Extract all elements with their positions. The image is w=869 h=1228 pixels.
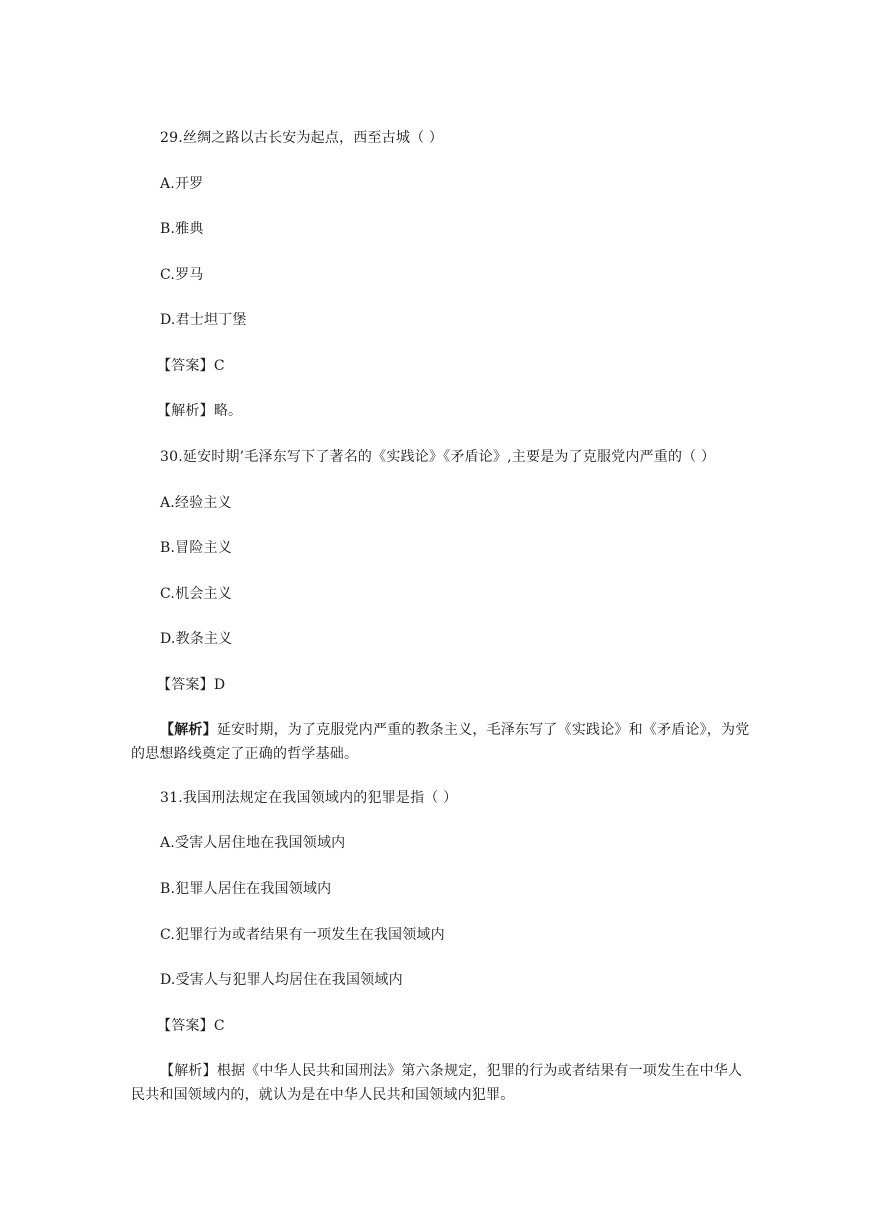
answer-value: C: [213, 1018, 225, 1034]
question-31-option-d: D.受害人与犯罪人均居住在我国领域内: [160, 972, 403, 988]
answer-label: 【答案】: [157, 1018, 214, 1034]
analysis-text: 略。: [213, 403, 243, 419]
analysis-text: 延安时期，为了克服党内严重的教条主义，毛泽东写了《实践论》和《矛盾论》，为党的思想路线奠定了正确的哲学基础。: [131, 722, 750, 762]
question-30-option-d: D.教条主义: [160, 631, 233, 647]
question-31-option-c: C.犯罪行为或者结果有一项发生在我国领域内: [160, 927, 445, 943]
question-30-option-a: A.经验主义: [160, 495, 232, 511]
question-30-option-c: C.机会主义: [160, 586, 232, 602]
question-31-option-a: A.受害人居住地在我国领域内: [160, 835, 346, 851]
question-29-option-d: D.君士坦丁堡: [160, 312, 247, 328]
question-31-option-b: B.犯罪人居住在我国领域内: [160, 881, 332, 897]
analysis-label: 【解析】: [157, 403, 214, 419]
question-31-answer: [157, 1016, 225, 1036]
question-30-analysis: [131, 718, 751, 766]
question-29-answer: [157, 356, 225, 376]
analysis-label: 【解析】: [160, 722, 217, 738]
question-31-stem: 31.我国刑法规定在我国领域内的犯罪是指（ ）: [160, 790, 458, 806]
answer-label: 【答案】: [157, 358, 214, 374]
question-29-option-c: C.罗马: [160, 267, 204, 283]
answer-label: 【答案】: [157, 677, 214, 693]
analysis-text: 根据《中华人民共和国刑法》第六条规定，犯罪的行为或者结果有一项发生在中华人民共和国领域内的，就认为是在中华人民共和国领域内犯罪。: [131, 1063, 743, 1103]
question-30-stem: 30.延安时期’毛泽东写下了著名的《实践论》《矛盾论》,主要是为了克服党内严重的（ ）: [160, 449, 716, 465]
analysis-label: 【解析】: [160, 1063, 217, 1079]
question-31-analysis: [131, 1059, 751, 1107]
question-29-stem: 29.丝绸之路以古长安为起点，西至古城（ ）: [160, 130, 444, 146]
question-29-option-a: A.开罗: [160, 176, 204, 192]
question-30-answer: [157, 675, 226, 695]
question-29-option-b: B.雅典: [160, 221, 204, 237]
answer-value: C: [213, 358, 225, 374]
question-29-analysis: [157, 401, 243, 421]
answer-value: D: [213, 677, 226, 693]
question-30-option-b: B.冒险主义: [160, 540, 232, 556]
